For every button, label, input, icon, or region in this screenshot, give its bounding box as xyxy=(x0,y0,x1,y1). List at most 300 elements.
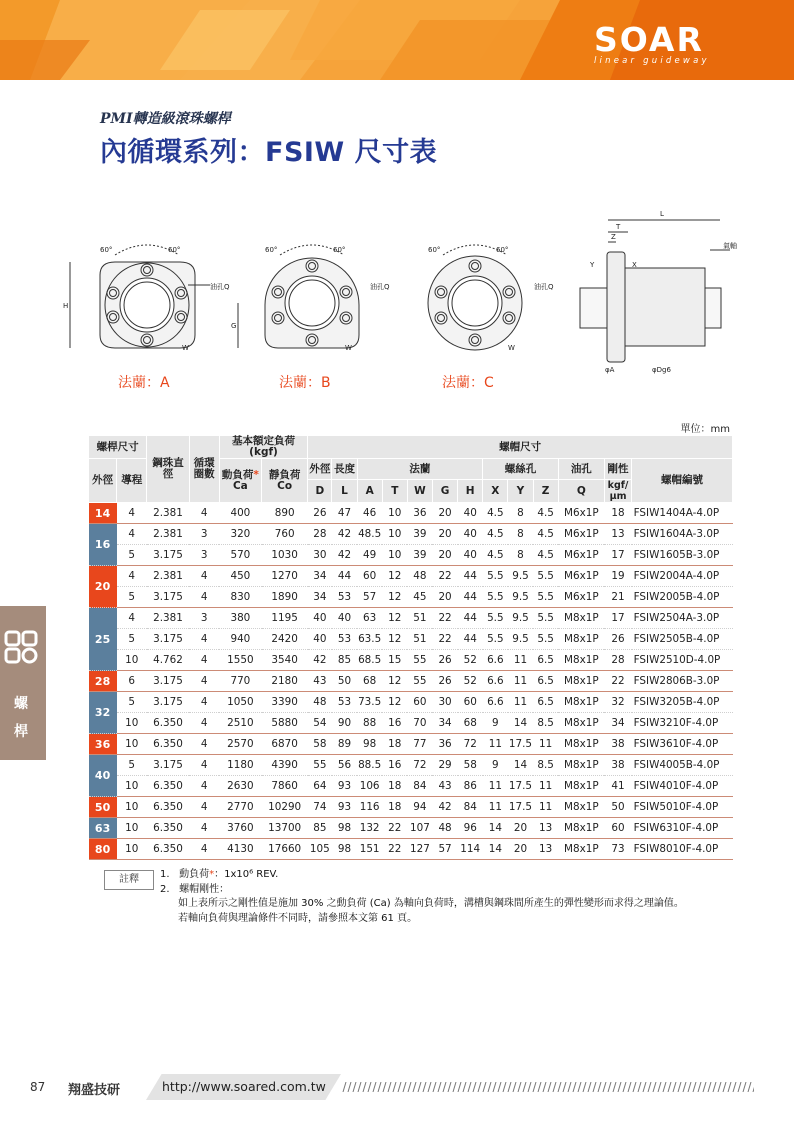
page-subtitle: PMI轉造級滾珠螺桿 xyxy=(100,111,231,127)
cell-l: 98 xyxy=(332,818,357,839)
page-number: 87 xyxy=(30,1080,46,1094)
cell-w: 107 xyxy=(407,818,432,839)
cell-circ: 4 xyxy=(189,755,219,776)
cell-t: 12 xyxy=(382,587,407,608)
th-z: Z xyxy=(533,480,558,503)
cell-lead: 5 xyxy=(117,545,147,566)
cell-ball: 3.175 xyxy=(147,545,189,566)
cell-co: 2180 xyxy=(262,671,308,692)
cell-d: 105 xyxy=(308,839,332,860)
cell-x: 9 xyxy=(483,713,508,734)
cell-co: 3540 xyxy=(262,650,308,671)
cell-k: 17 xyxy=(604,608,631,629)
cell-z: 6.5 xyxy=(533,692,558,713)
cell-circ: 4 xyxy=(189,587,219,608)
flange-drawing xyxy=(60,200,750,400)
cell-x: 14 xyxy=(483,818,508,839)
cell-g: 57 xyxy=(432,839,457,860)
seal-label: 氣軸 xyxy=(723,242,737,250)
phi-dg6-dim: φDg6 xyxy=(652,366,671,374)
l-dim: L xyxy=(660,210,664,218)
footer-hatch xyxy=(342,1082,754,1092)
cell-w: 45 xyxy=(407,587,432,608)
z-dim: Z xyxy=(611,233,616,241)
screw-od-cell: 63 xyxy=(89,818,117,839)
cell-k: 32 xyxy=(604,692,631,713)
cell-y: 8 xyxy=(508,503,533,524)
cell-h: 44 xyxy=(458,566,483,587)
cell-q: M6x1P xyxy=(558,503,604,524)
cell-h: 44 xyxy=(458,608,483,629)
cell-circ: 3 xyxy=(189,524,219,545)
cell-g: 22 xyxy=(432,566,457,587)
notes-block xyxy=(160,868,684,926)
cell-z: 8.5 xyxy=(533,713,558,734)
cell-w: 72 xyxy=(407,755,432,776)
cell-l: 44 xyxy=(332,566,357,587)
th-dyn-load xyxy=(219,459,261,503)
angle-60-c2: 60° xyxy=(496,246,509,254)
cell-z: 4.5 xyxy=(533,503,558,524)
cell-h: 52 xyxy=(458,671,483,692)
oil-hole-b: 油孔Q xyxy=(370,283,390,291)
cell-ca: 2570 xyxy=(219,734,261,755)
cell-lead: 10 xyxy=(117,650,147,671)
cell-d: 40 xyxy=(308,629,332,650)
cell-t: 18 xyxy=(382,797,407,818)
cell-lead: 5 xyxy=(117,755,147,776)
cell-z: 5.5 xyxy=(533,629,558,650)
cell-a: 98 xyxy=(357,734,382,755)
cell-ca: 320 xyxy=(219,524,261,545)
th-ball-dia: 鋼珠直徑 xyxy=(147,436,189,503)
table-row xyxy=(89,797,733,818)
note-2 xyxy=(160,883,684,898)
cell-k: 60 xyxy=(604,818,631,839)
flange-label-b: 法蘭：B xyxy=(279,375,331,391)
th-h: H xyxy=(458,480,483,503)
cell-z: 13 xyxy=(533,818,558,839)
cell-model: FSIW6310F-4.0P xyxy=(632,818,733,839)
cell-ca: 3760 xyxy=(219,818,261,839)
cell-ball: 3.175 xyxy=(147,587,189,608)
angle-60-b2: 60° xyxy=(333,246,346,254)
cell-q: M8x1P xyxy=(558,839,604,860)
cell-z: 4.5 xyxy=(533,545,558,566)
cell-ball: 6.350 xyxy=(147,797,189,818)
cell-z: 13 xyxy=(533,839,558,860)
screw-od-cell: 28 xyxy=(89,671,117,692)
table-row xyxy=(89,692,733,713)
cell-ca: 1550 xyxy=(219,650,261,671)
cell-t: 10 xyxy=(382,503,407,524)
cell-model: FSIW8010F-4.0P xyxy=(632,839,733,860)
cell-g: 22 xyxy=(432,608,457,629)
cell-circ: 4 xyxy=(189,566,219,587)
th-circuits: 循環圈數 xyxy=(189,436,219,503)
cell-ball: 3.175 xyxy=(147,671,189,692)
table-row xyxy=(89,713,733,734)
table-row xyxy=(89,734,733,755)
th-a: A xyxy=(357,480,382,503)
cell-t: 15 xyxy=(382,650,407,671)
side-tab-char-1: 螺 xyxy=(14,696,28,712)
note-2-text: 螺帽剛性： xyxy=(179,883,230,895)
cell-x: 11 xyxy=(483,776,508,797)
cell-t: 18 xyxy=(382,776,407,797)
page-title: 內循環系列：FSIW 尺寸表 xyxy=(100,137,438,168)
flange-c-diagram xyxy=(428,245,522,350)
cell-h: 40 xyxy=(458,524,483,545)
cell-w: 39 xyxy=(407,545,432,566)
cell-y: 14 xyxy=(508,755,533,776)
cell-x: 5.5 xyxy=(483,587,508,608)
cell-model: FSIW2005B-4.0P xyxy=(632,587,733,608)
cell-a: 57 xyxy=(357,587,382,608)
screw-od-cell: 16 xyxy=(89,524,117,566)
th-t: T xyxy=(382,480,407,503)
cell-co: 1890 xyxy=(262,587,308,608)
cell-h: 114 xyxy=(458,839,483,860)
cell-lead: 5 xyxy=(117,587,147,608)
cell-q: M8x1P xyxy=(558,692,604,713)
cell-k: 38 xyxy=(604,755,631,776)
cell-lead: 4 xyxy=(117,608,147,629)
cell-lead: 10 xyxy=(117,713,147,734)
cell-ball: 3.175 xyxy=(147,692,189,713)
angle-60-b1: 60° xyxy=(265,246,278,254)
table-row xyxy=(89,776,733,797)
cell-circ: 4 xyxy=(189,734,219,755)
cell-h: 40 xyxy=(458,503,483,524)
cell-l: 90 xyxy=(332,713,357,734)
th-bolt-hole: 螺絲孔 xyxy=(483,459,558,480)
cell-t: 10 xyxy=(382,545,407,566)
cell-model: FSIW3210F-4.0P xyxy=(632,713,733,734)
cell-d: 28 xyxy=(308,524,332,545)
unit-label: 單位：mm xyxy=(680,424,730,435)
cell-ca: 2770 xyxy=(219,797,261,818)
h-dim: H xyxy=(63,302,69,310)
side-view-diagram xyxy=(580,220,730,362)
cell-x: 5.5 xyxy=(483,608,508,629)
cell-model: FSIW5010F-4.0P xyxy=(632,797,733,818)
note-2-line-2: 若軸向負荷與理論條件不同時，請參照本文第 61 頁。 xyxy=(178,912,418,924)
cell-k: 38 xyxy=(604,734,631,755)
cell-h: 84 xyxy=(458,797,483,818)
cell-k: 28 xyxy=(604,650,631,671)
cell-k: 19 xyxy=(604,566,631,587)
cell-w: 60 xyxy=(407,692,432,713)
cell-l: 47 xyxy=(332,503,357,524)
cell-lead: 4 xyxy=(117,566,147,587)
cell-t: 18 xyxy=(382,734,407,755)
cell-model: FSIW2004A-4.0P xyxy=(632,566,733,587)
cell-lead: 10 xyxy=(117,818,147,839)
cell-ca: 1050 xyxy=(219,692,261,713)
cell-a: 73.5 xyxy=(357,692,382,713)
cell-ca: 940 xyxy=(219,629,261,650)
cell-a: 63.5 xyxy=(357,629,382,650)
cell-circ: 3 xyxy=(189,545,219,566)
note-2-prefix: 2. xyxy=(160,883,170,895)
th-nut-size: 螺帽尺寸 xyxy=(308,436,733,459)
cell-t: 22 xyxy=(382,839,407,860)
flange-a-diagram xyxy=(70,245,210,348)
cell-x: 4.5 xyxy=(483,524,508,545)
screw-od-cell: 50 xyxy=(89,797,117,818)
cell-l: 56 xyxy=(332,755,357,776)
cell-x: 6.6 xyxy=(483,671,508,692)
note-1 xyxy=(160,868,684,883)
screw-od-cell: 20 xyxy=(89,566,117,608)
cell-circ: 4 xyxy=(189,818,219,839)
table-row xyxy=(89,524,733,545)
cell-q: M6x1P xyxy=(558,566,604,587)
cell-y: 9.5 xyxy=(508,629,533,650)
cell-h: 44 xyxy=(458,629,483,650)
screw-od-cell: 25 xyxy=(89,608,117,671)
cell-y: 9.5 xyxy=(508,587,533,608)
cell-model: FSIW2510D-4.0P xyxy=(632,650,733,671)
th-static-load-sym: Co xyxy=(277,479,293,492)
cell-lead: 6 xyxy=(117,671,147,692)
cell-l: 42 xyxy=(332,545,357,566)
cell-a: 88 xyxy=(357,713,382,734)
cell-lead: 10 xyxy=(117,839,147,860)
cell-d: 34 xyxy=(308,566,332,587)
t-dim: T xyxy=(616,223,621,231)
cell-co: 890 xyxy=(262,503,308,524)
cell-d: 40 xyxy=(308,608,332,629)
cell-a: 68.5 xyxy=(357,650,382,671)
th-w: W xyxy=(407,480,432,503)
cell-w: 55 xyxy=(407,671,432,692)
th-l: L xyxy=(332,480,357,503)
table-row xyxy=(89,587,733,608)
cell-g: 42 xyxy=(432,797,457,818)
cell-d: 26 xyxy=(308,503,332,524)
cell-l: 53 xyxy=(332,692,357,713)
cell-ca: 830 xyxy=(219,587,261,608)
cell-q: M6x1P xyxy=(558,545,604,566)
cell-a: 132 xyxy=(357,818,382,839)
cell-a: 46 xyxy=(357,503,382,524)
cell-y: 17.5 xyxy=(508,776,533,797)
cell-h: 96 xyxy=(458,818,483,839)
cell-z: 11 xyxy=(533,776,558,797)
cell-a: 49 xyxy=(357,545,382,566)
cell-k: 26 xyxy=(604,629,631,650)
cell-d: 85 xyxy=(308,818,332,839)
y-dim: Y xyxy=(590,261,595,269)
flange-label-c: 法蘭：C xyxy=(442,375,494,391)
cell-t: 12 xyxy=(382,608,407,629)
cell-ball: 6.350 xyxy=(147,818,189,839)
table-row xyxy=(89,608,733,629)
th-oil-hole: 油孔 xyxy=(558,459,604,480)
screw-od-cell: 36 xyxy=(89,734,117,755)
cell-model: FSIW4010F-4.0P xyxy=(632,776,733,797)
cell-x: 5.5 xyxy=(483,629,508,650)
cell-y: 11 xyxy=(508,692,533,713)
spec-table xyxy=(88,435,733,860)
cell-lead: 5 xyxy=(117,692,147,713)
note-1-prefix: 1. xyxy=(160,869,170,880)
cell-h: 52 xyxy=(458,650,483,671)
note-2-line-1: 如上表所示之剛性值是施加 30% 之動負荷 (Ca) 為軸向負荷時，溝槽與鋼珠間所產生的彈性變形而求得之理論值。 xyxy=(178,898,684,909)
cell-w: 84 xyxy=(407,776,432,797)
cell-d: 64 xyxy=(308,776,332,797)
cell-circ: 4 xyxy=(189,839,219,860)
cell-co: 5880 xyxy=(262,713,308,734)
cell-k: 17 xyxy=(604,545,631,566)
cell-h: 40 xyxy=(458,545,483,566)
cell-ca: 450 xyxy=(219,566,261,587)
table-row xyxy=(89,566,733,587)
cell-q: M8x1P xyxy=(558,608,604,629)
cell-y: 8 xyxy=(508,524,533,545)
cell-g: 20 xyxy=(432,545,457,566)
cell-co: 1195 xyxy=(262,608,308,629)
cell-ca: 2510 xyxy=(219,713,261,734)
th-model: 螺帽編號 xyxy=(632,459,733,503)
th-nut-od: 外徑 xyxy=(308,459,332,480)
website-link[interactable]: http://www.soared.com.tw xyxy=(162,1079,326,1094)
cell-a: 60 xyxy=(357,566,382,587)
cell-x: 14 xyxy=(483,839,508,860)
cell-h: 86 xyxy=(458,776,483,797)
th-dyn-load-star: * xyxy=(253,468,259,481)
side-tab-label xyxy=(11,690,31,746)
cell-a: 151 xyxy=(357,839,382,860)
cell-model: FSIW2504A-3.0P xyxy=(632,608,733,629)
cell-w: 48 xyxy=(407,566,432,587)
cell-k: 18 xyxy=(604,503,631,524)
cell-d: 74 xyxy=(308,797,332,818)
cell-z: 11 xyxy=(533,734,558,755)
cell-co: 1270 xyxy=(262,566,308,587)
cell-d: 42 xyxy=(308,650,332,671)
cell-t: 16 xyxy=(382,713,407,734)
cell-k: 22 xyxy=(604,671,631,692)
angle-60-a1: 60° xyxy=(100,246,113,254)
cell-l: 42 xyxy=(332,524,357,545)
cell-g: 48 xyxy=(432,818,457,839)
cell-q: M6x1P xyxy=(558,587,604,608)
cell-z: 5.5 xyxy=(533,608,558,629)
cell-t: 12 xyxy=(382,692,407,713)
g-dim: G xyxy=(231,322,237,330)
cell-t: 12 xyxy=(382,566,407,587)
angle-60-c1: 60° xyxy=(428,246,441,254)
cell-ball: 2.381 xyxy=(147,524,189,545)
cell-ca: 570 xyxy=(219,545,261,566)
th-screw-size: 螺桿尺寸 xyxy=(89,436,147,459)
cell-co: 4390 xyxy=(262,755,308,776)
cell-g: 34 xyxy=(432,713,457,734)
cell-k: 34 xyxy=(604,713,631,734)
cell-x: 11 xyxy=(483,797,508,818)
cell-h: 72 xyxy=(458,734,483,755)
cell-t: 12 xyxy=(382,671,407,692)
th-stiffness: 剛性 xyxy=(604,459,631,480)
cell-q: M8x1P xyxy=(558,650,604,671)
cell-circ: 4 xyxy=(189,776,219,797)
cell-w: 94 xyxy=(407,797,432,818)
cell-model: FSIW3610F-4.0P xyxy=(632,734,733,755)
cell-g: 20 xyxy=(432,524,457,545)
cell-x: 4.5 xyxy=(483,503,508,524)
th-length: 長度 xyxy=(332,459,357,480)
w-dim-a: W xyxy=(182,344,189,352)
cell-w: 77 xyxy=(407,734,432,755)
cell-co: 1030 xyxy=(262,545,308,566)
cell-y: 20 xyxy=(508,818,533,839)
th-g: G xyxy=(432,480,457,503)
table-row xyxy=(89,545,733,566)
cell-z: 5.5 xyxy=(533,566,558,587)
cell-model: FSIW3205B-4.0P xyxy=(632,692,733,713)
cell-ball: 2.381 xyxy=(147,503,189,524)
th-static-load xyxy=(262,459,308,503)
cell-l: 98 xyxy=(332,839,357,860)
note-1-rest: ：1x10⁶ REV. xyxy=(214,869,279,880)
cell-t: 22 xyxy=(382,818,407,839)
cell-lead: 4 xyxy=(117,524,147,545)
cell-g: 43 xyxy=(432,776,457,797)
cell-l: 53 xyxy=(332,587,357,608)
cell-q: M8x1P xyxy=(558,797,604,818)
cell-ball: 2.381 xyxy=(147,566,189,587)
cell-w: 36 xyxy=(407,503,432,524)
cell-l: 53 xyxy=(332,629,357,650)
cell-co: 760 xyxy=(262,524,308,545)
cell-w: 51 xyxy=(407,608,432,629)
angle-60-a2: 60° xyxy=(168,246,181,254)
cell-w: 39 xyxy=(407,524,432,545)
phi-a-dim: φA xyxy=(605,366,615,374)
cell-k: 73 xyxy=(604,839,631,860)
cell-d: 55 xyxy=(308,755,332,776)
th-y: Y xyxy=(508,480,533,503)
cell-ball: 3.175 xyxy=(147,629,189,650)
cell-q: M8x1P xyxy=(558,755,604,776)
cell-k: 21 xyxy=(604,587,631,608)
cell-h: 60 xyxy=(458,692,483,713)
cell-circ: 4 xyxy=(189,503,219,524)
th-load-rating: 基本額定負荷 (kgf) xyxy=(219,436,308,459)
th-d: D xyxy=(308,480,332,503)
cell-model: FSIW4005B-4.0P xyxy=(632,755,733,776)
cell-a: 116 xyxy=(357,797,382,818)
w-dim-c: W xyxy=(508,344,515,352)
cell-model: FSIW2505B-4.0P xyxy=(632,629,733,650)
cell-circ: 4 xyxy=(189,797,219,818)
cell-ca: 770 xyxy=(219,671,261,692)
cell-co: 2420 xyxy=(262,629,308,650)
cell-t: 16 xyxy=(382,755,407,776)
cell-q: M6x1P xyxy=(558,524,604,545)
th-dyn-load-label: 動負荷 xyxy=(221,468,254,481)
th-stiff-unit: kgf/μm xyxy=(604,480,631,503)
cell-a: 48.5 xyxy=(357,524,382,545)
table-row xyxy=(89,629,733,650)
table-row xyxy=(89,818,733,839)
cell-ball: 3.175 xyxy=(147,755,189,776)
cell-ball: 6.350 xyxy=(147,776,189,797)
th-q: Q xyxy=(558,480,604,503)
